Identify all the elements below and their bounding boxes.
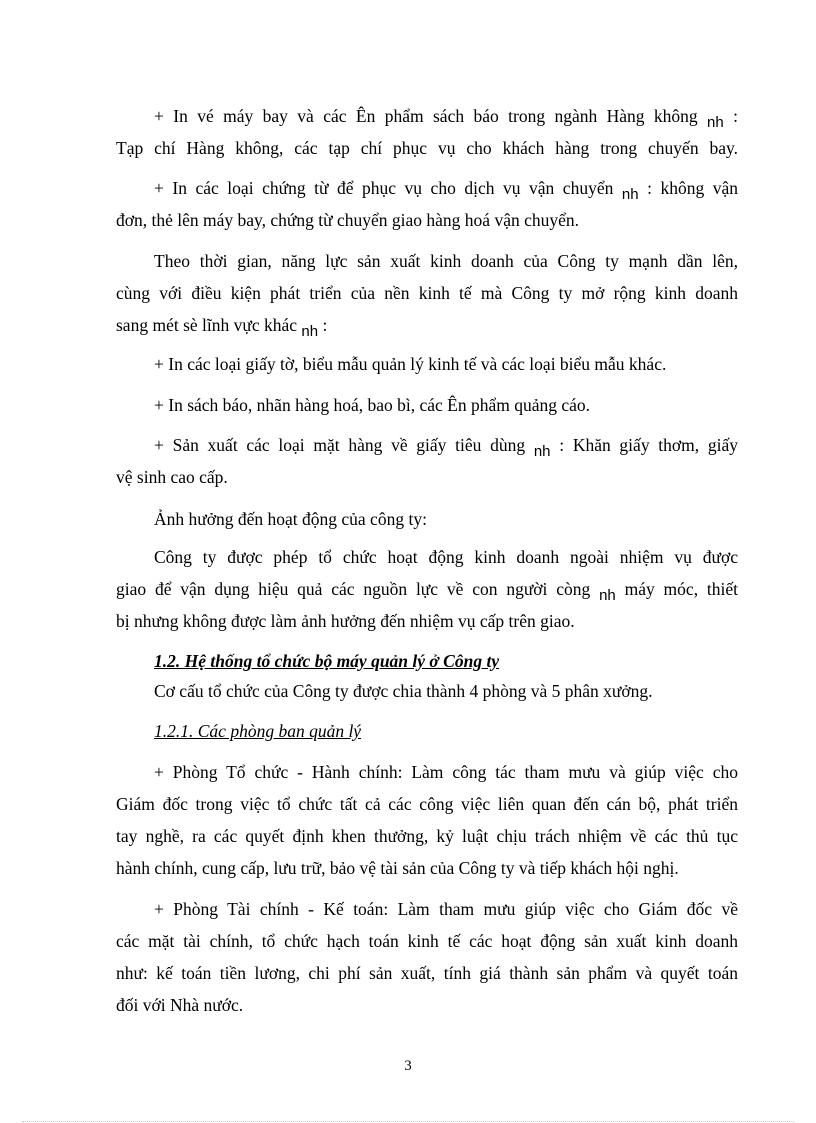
paragraph-documents-line1: + In các loại chứng từ để phục vụ cho dịch vụ vận chuyển nh : không vận [154,178,739,203]
paragraph-permitted-line2: giao để vận dụng hiệu quả các nguồn lực về con người còng nh máy móc, thiết [116,579,738,604]
paragraph-finance-line4: đối với Nhà nước. [116,995,244,1015]
paragraph-over-time-line3: sang mét sè lĩnh vực khác nh : [116,315,328,340]
paragraph-documents-line2: đơn, thẻ lên máy bay, chứng từ chuyển giao hàng hoá vận chuyển. [116,210,579,230]
section-heading-1-2-1: 1.2.1. Các phòng ban quản lý [154,721,362,741]
paragraph-admin-line4: hành chính, cung cấp, lưu trữ, bảo vệ tài sản của Công ty và tiếp khách hội nghị. [116,858,679,878]
paragraph-structure: Cơ cấu tổ chức của Công ty được chia thành 4 phòng và 5 phân xưởng. [154,681,653,701]
paragraph-admin-line1: + Phòng Tổ chức - Hành chính: Làm công tác tham mưu và giúp việc cho [154,762,738,782]
paragraph-over-time-line2: cùng với điều kiện phát triển của nền kinh tế mà Công ty mở rộng kinh doanh [116,283,738,303]
paragraph-over-time-line1: Theo thời gian, năng lực sản xuất kinh doanh của Công ty mạnh dần lên, [154,251,738,271]
paragraph-influence: Ảnh hưởng đến hoạt động của công ty: [154,509,427,529]
paragraph-finance-line2: các mặt tài chính, tổ chức hạch toán kinh tế các hoạt động sản xuất kinh doanh [116,931,738,951]
page-bottom-divider [22,1121,794,1122]
paragraph-permitted-line1: Công ty được phép tổ chức hoạt động kinh doanh ngoài nhiệm vụ được [154,547,738,567]
section-heading-1-2: 1.2. Hệ thống tổ chức bộ máy quản lý ở Công ty [154,651,500,671]
paragraph-finance-line1: + Phòng Tài chính - Kế toán: Làm tham mưu giúp việc cho Giám đốc về [154,899,738,919]
paragraph-forms: + In các loại giấy tờ, biểu mẫu quản lý kinh tế và các loại biểu mẫu khác. [154,354,667,374]
paragraph-paper-goods-line1: + Sản xuất các loại mặt hàng về giấy tiêu dùng nh : Khăn giấy thơm, giấy [154,435,738,460]
paragraph-admin-line2: Giám đốc trong việc tổ chức tất cả các công việc liên quan đến cán bộ, phát triển [116,794,738,814]
page-number: 3 [404,1058,412,1074]
paragraph-air-tickets-line2: Tạp chí Hàng không, các tạp chí phục vụ cho khách hàng trong chuyến bay. [116,138,738,158]
paragraph-books: + In sách báo, nhãn hàng hoá, bao bì, các Ên phẩm quảng cáo. [154,395,591,415]
paragraph-finance-line3: như: kế toán tiền lương, chi phí sản xuất, tính giá thành sản phẩm và quyết toán [116,963,738,983]
paragraph-air-tickets-line1: + In vé máy bay và các Ên phẩm sách báo trong ngành Hàng không nh : [154,106,738,131]
paragraph-paper-goods-line2: vệ sinh cao cấp. [116,467,228,487]
paragraph-admin-line3: tay nghề, ra các quyết định khen thưởng, kỷ luật chịu trách nhiệm về các thủ tục [116,826,738,846]
paragraph-permitted-line3: bị nhưng không được làm ảnh hưởng đến nhiệm vụ cấp trên giao. [116,611,575,631]
